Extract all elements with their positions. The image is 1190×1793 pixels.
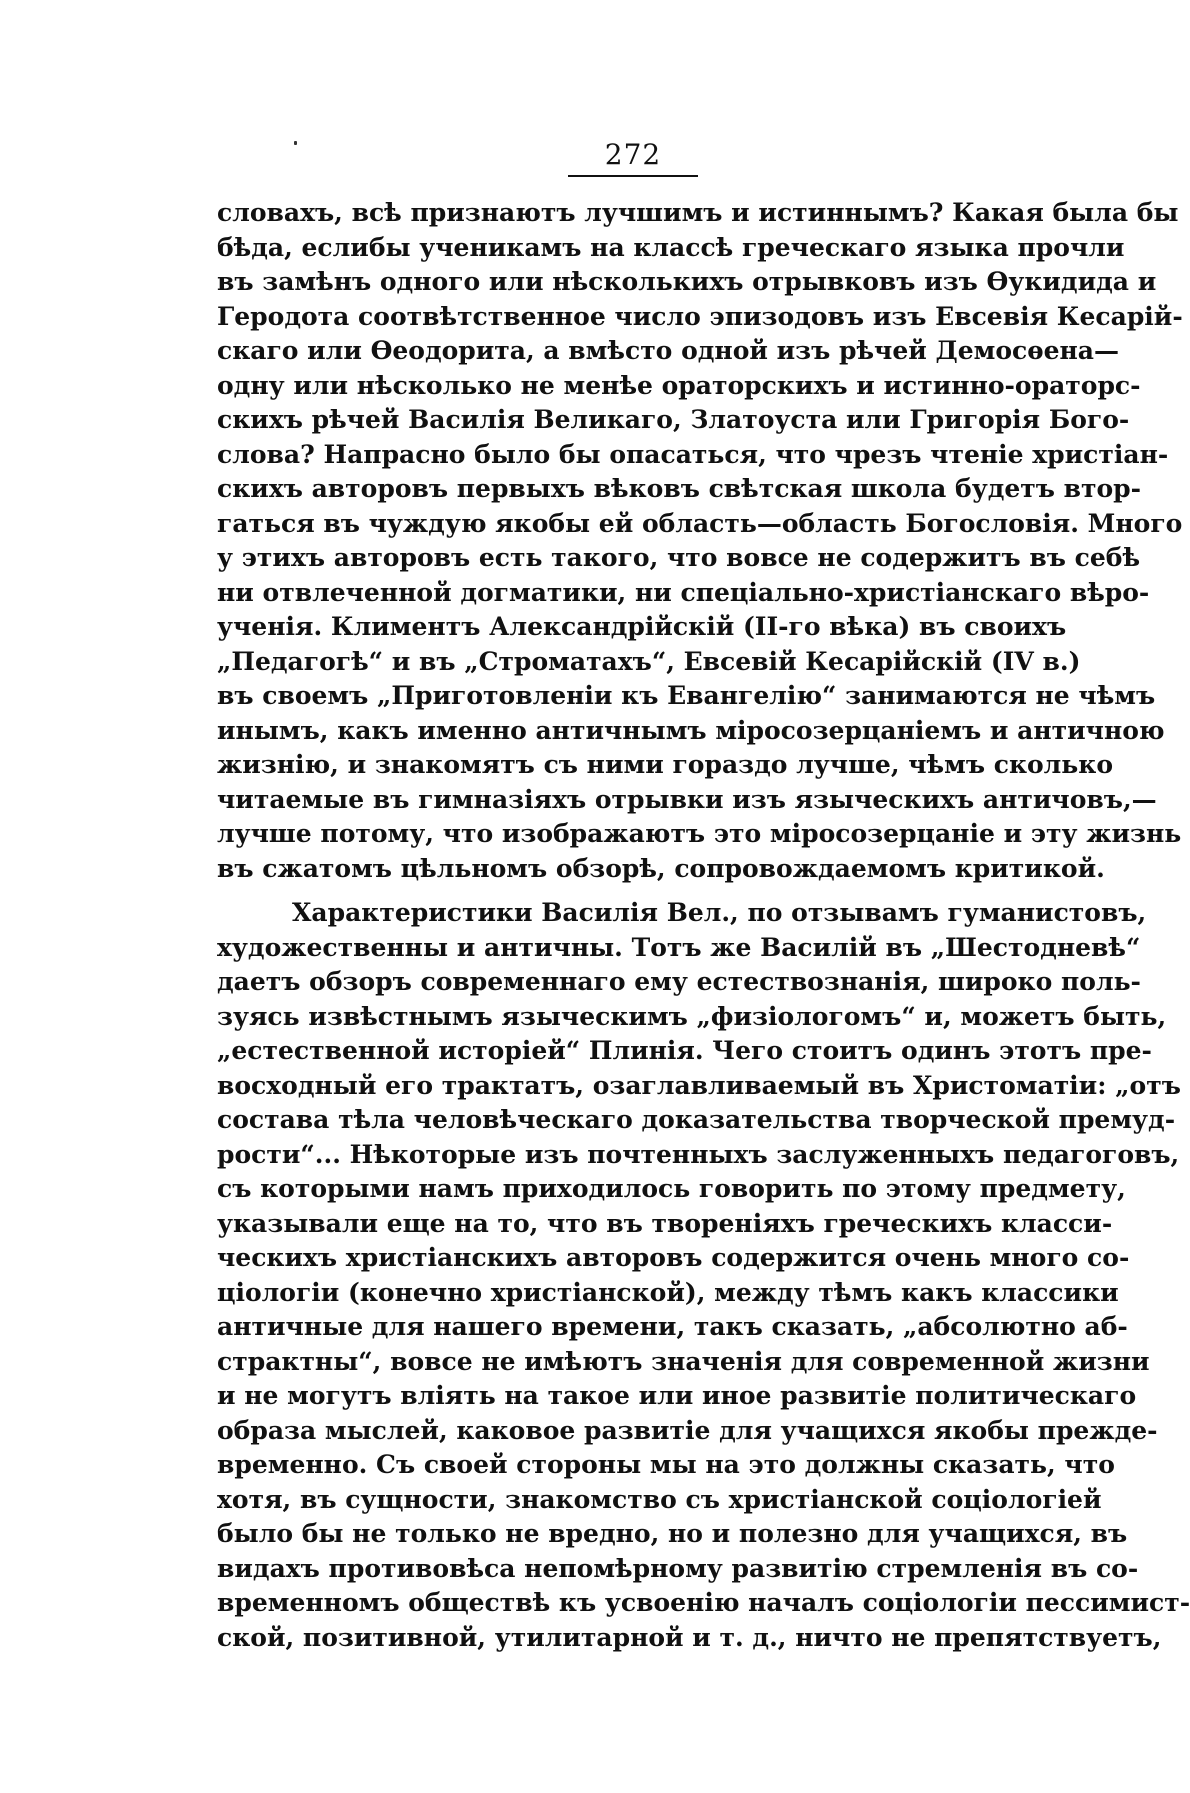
text-line: ской, позитивной, утилитарной и т. д., ничто не препятствуетъ, xyxy=(217,1622,1162,1652)
text-line: Геродота соотвѣтственное число эпизодовъ изъ Евсевія Кесарій- xyxy=(217,301,1183,331)
text-line: временно. Съ своей стороны мы на это должны сказать, что xyxy=(217,1450,1115,1479)
text-line: лучше потому, что изображаютъ это міросозерцаніе и эту жизнь xyxy=(217,819,1182,848)
text-line: восходный его трактатъ, озаглавливаемый въ Христоматіи: „отъ xyxy=(217,1070,1181,1100)
text-line: жизнію, и знакомятъ съ ними гораздо лучше, чѣмъ сколько xyxy=(217,750,1113,779)
text-line: ціологіи (конечно христіанской), между тѣмъ какъ классики xyxy=(217,1277,1119,1307)
text-line: скихъ авторовъ первыхъ вѣковъ свѣтская школа будетъ втор- xyxy=(217,474,1142,503)
text-line: временномъ обществѣ къ усвоенію началъ соціологіи пессимист- xyxy=(217,1588,1190,1617)
text-line: скихъ рѣчей Василія Великаго, Златоуста или Григорія Бого- xyxy=(217,405,1130,434)
text-line: въ сжатомъ цѣльномъ обзорѣ, сопровождаемомъ критикой. xyxy=(217,853,1105,883)
text-line: съ которыми намъ приходилось говорить по этому предмету, xyxy=(217,1174,1126,1203)
text-line: образа мыслей, каковое развитіе для учащихся якобы прежде- xyxy=(217,1415,1158,1445)
text-line: было бы не только не вредно, но и полезно для учащихся, въ xyxy=(217,1519,1128,1548)
print-speck xyxy=(294,141,297,145)
text-line: и не могутъ вліять на такое или иное развитіе политическаго xyxy=(217,1381,1137,1410)
paragraph-1 xyxy=(217,196,1183,886)
text-line: инымъ, какъ именно античнымъ міросозерцаніемъ и античною xyxy=(217,715,1165,745)
text-line: одну или нѣсколько не менѣе ораторскихъ и истинно-ораторс- xyxy=(217,370,1141,400)
text-line: указывали еще на то, что въ твореніяхъ греческихъ класси- xyxy=(217,1208,1113,1238)
text-line: даетъ обзоръ современнаго ему естествознанія, широко поль- xyxy=(217,967,1141,996)
text-line: читаемые въ гимназіяхъ отрывки изъ языческихъ античовъ,— xyxy=(217,784,1157,814)
text-line: у этихъ авторовъ есть такого, что вовсе не содержитъ въ себѣ xyxy=(217,543,1141,572)
text-line: въ своемъ „Приготовленіи къ Евангелію“ занимаются не чѣмъ xyxy=(217,681,1156,710)
page-number: 272 xyxy=(568,138,698,177)
text-line: страктны“, вовсе не имѣютъ значенія для современной жизни xyxy=(217,1346,1150,1376)
text-line: состава тѣла человѣческаго доказательства творческой премуд- xyxy=(217,1105,1176,1134)
paragraph-2 xyxy=(217,896,1190,1655)
text-line: рости“... Нѣкоторые изъ почтенныхъ заслуженныхъ педагоговъ, xyxy=(217,1139,1180,1169)
text-line: Характеристики Василія Вел., по отзывамъ гуманистовъ, xyxy=(292,898,1147,927)
text-line: скаго или Ѳеодорита, а вмѣсто одной изъ рѣчей Демосѳена— xyxy=(217,336,1119,365)
text-line: хотя, въ сущности, знакомство съ христіанской соціологіей xyxy=(217,1484,1102,1514)
text-line: слова? Напрасно было бы опасаться, что чрезъ чтеніе христіан- xyxy=(217,439,1169,469)
text-line: словахъ, всѣ признаютъ лучшимъ и истиннымъ? Какая была бы xyxy=(217,198,1179,227)
text-line: зуясь извѣстнымъ языческимъ „физіологомъ“ и, можетъ быть, xyxy=(217,1001,1167,1031)
text-line: гаться въ чуждую якобы ей область—область Богословія. Много xyxy=(217,508,1183,538)
text-line: ческихъ христіанскихъ авторовъ содержится очень много со- xyxy=(217,1243,1130,1272)
body-text xyxy=(217,196,1190,1655)
text-line: видахъ противовѣса непомѣрному развитію стремленія въ со- xyxy=(217,1553,1139,1583)
text-line: „естественной исторіей“ Плинія. Чего стоитъ одинъ этотъ пре- xyxy=(217,1036,1152,1065)
text-line: бѣда, еслибы ученикамъ на классѣ греческаго языка прочли xyxy=(217,232,1125,262)
text-line: въ замѣнъ одного или нѣсколькихъ отрывковъ изъ Ѳукидида и xyxy=(217,267,1157,296)
text-line: „Педагогѣ“ и въ „Строматахъ“, Евсевій Кесарійскій (IV в.) xyxy=(217,646,1081,676)
text-line: ни отвлеченной догматики, ни спеціально-христіанскаго вѣро- xyxy=(217,577,1150,607)
text-line: художественны и античны. Тотъ же Василій въ „Шестодневѣ“ xyxy=(217,932,1141,962)
text-line: античные для нашего времени, такъ сказать, „абсолютно аб- xyxy=(217,1312,1128,1341)
text-line: ученія. Климентъ Александрійскій (II-го вѣка) въ своихъ xyxy=(217,612,1067,641)
